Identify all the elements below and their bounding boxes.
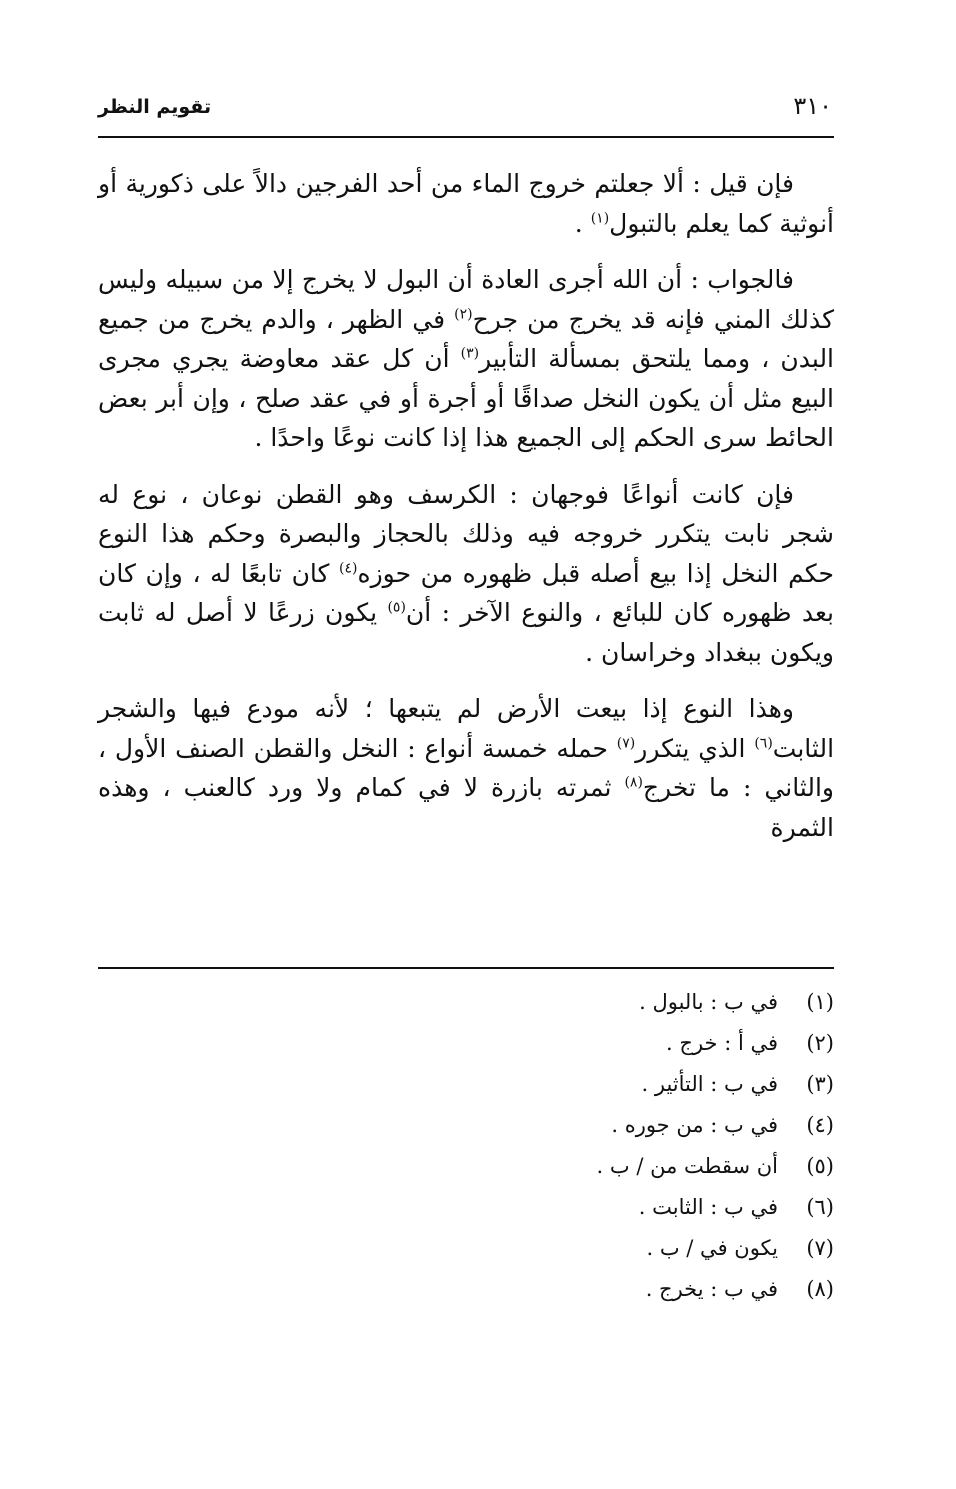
footnote-number: (٨) <box>806 1277 834 1301</box>
footnote-number: (٦) <box>806 1195 834 1219</box>
header-rule <box>98 136 834 138</box>
footnote-text: في ب : يخرج . <box>645 1277 778 1301</box>
paragraph-3 <box>98 475 834 673</box>
body-text <box>98 164 834 864</box>
footnote <box>234 1187 834 1228</box>
footnote-number: (٢) <box>806 1031 834 1055</box>
footnote-text: يكون في / ب . <box>646 1236 778 1260</box>
footnote <box>234 982 834 1023</box>
footnote-text: في ب : التأثير . <box>641 1072 778 1096</box>
text-segment: ثمرته بازرة لا في كمام ولا ورد كالعنب ، وهذه الثمرة <box>98 773 834 842</box>
text-segment: يكون زرعًا لا أصل له ثابت ويكون ببغداد وخراسان . <box>98 598 834 667</box>
footnote-text: في ب : بالبول . <box>639 990 778 1014</box>
text-segment: حمله خمسة أنواع : النخل والقطن الصنف الأول ، والثاني : ما تخرج <box>98 733 834 802</box>
footnote <box>234 1228 834 1269</box>
footnote-text: في ب : الثابت . <box>638 1195 778 1219</box>
running-title: تقويم النظر <box>98 96 212 118</box>
text-segment: . <box>574 208 591 238</box>
footnote <box>234 1023 834 1064</box>
footnote-ref-5: (٥) <box>387 599 406 616</box>
footnote-number: (٤) <box>806 1113 834 1137</box>
footnote <box>234 1269 834 1310</box>
footnote-ref-1: (١) <box>590 210 610 227</box>
footnote-ref-7: (٧) <box>616 735 636 752</box>
text-segment: فالجواب : أن الله أجرى العادة أن البول لا يخرج إلا من سبيله وليس كذلك المني فإنه قد يخرج من جرح <box>98 265 834 334</box>
footnote <box>234 1105 834 1146</box>
footnote-number: (٣) <box>806 1072 834 1096</box>
paragraph-1 <box>98 164 834 243</box>
footnote-ref-4: (٤) <box>339 560 358 577</box>
paragraph-4 <box>98 689 834 847</box>
footnote <box>234 1146 834 1187</box>
page-number: ٣١٠ <box>793 92 832 120</box>
text-segment: فإن كانت أنواعًا فوجهان : الكرسف وهو القطن نوعان ، نوع له شجر نابت يتكرر خروجه فيه وذلك بالحجاز والبصرة وحكم هذا النوع حكم النخل إذا بيع أصله قبل ظهوره من حوزه <box>98 479 834 588</box>
footnote-text: في ب : من جوره . <box>611 1113 778 1137</box>
footnote-ref-3: (٣) <box>460 345 480 362</box>
text-segment: كان تابعًا له ، وإن كان بعد ظهوره كان للبائع ، والنوع الآخر : أن <box>98 558 834 627</box>
footnote-ref-6: (٦) <box>754 735 773 752</box>
footnote-ref-8: (٨) <box>624 774 643 791</box>
text-segment: وهذا النوع إذا بيعت الأرض لم يتبعها ؛ لأنه مودع فيها والشجر الثابت <box>98 694 835 763</box>
text-segment: الذي يتكرر <box>635 733 755 763</box>
footnote-ref-2: (٢) <box>454 306 473 323</box>
text-segment: أن كل عقد معاوضة يجري مجرى البيع مثل أن يكون النخل صداقًا أو أجرة أو في عقد صلح ، وإن أبر بعض الحائط سرى الحكم إلى الجميع هذا إذا كانت نوعًا واحدًا . <box>98 344 834 452</box>
paragraph-2 <box>98 260 834 458</box>
footnote-number: (١) <box>806 990 834 1014</box>
footnote-text: أن سقطت من / ب . <box>596 1154 778 1178</box>
footnote-rule <box>98 967 834 969</box>
footnote-text: في أ : خرج . <box>666 1031 778 1055</box>
text-segment: فإن قيل : ألا جعلتم خروج الماء من أحد الفرجين دالاً على ذكورية أو أنوثية كما يعلم بالتبول <box>98 169 834 238</box>
footnote-number: (٥) <box>806 1154 834 1178</box>
footnote <box>234 1064 834 1105</box>
footnotes <box>234 982 834 1310</box>
footnote-number: (٧) <box>806 1236 834 1260</box>
text-segment: في الظهر ، والدم يخرج من جميع البدن ، ومما يلتحق بمسألة التأبير <box>98 304 835 373</box>
